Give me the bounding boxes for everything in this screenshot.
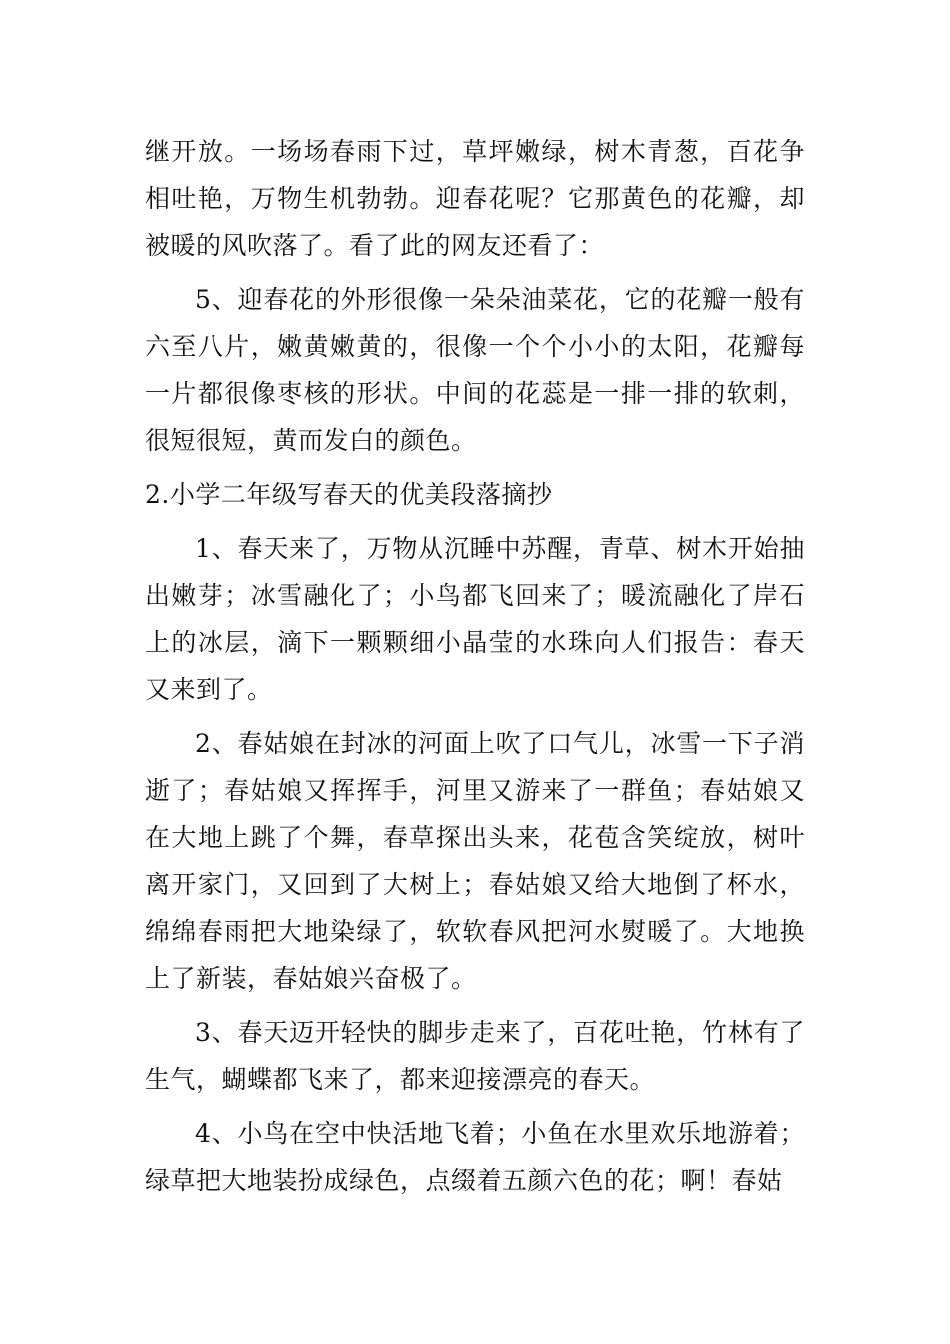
document-body — [145, 128, 805, 1211]
paragraph-item-3: 3、春天迈开轻快的脚步走来了，百花吐艳，竹林有了生气，蝴蝶都飞来了，都来迎接漂亮的春天。 — [145, 1018, 805, 1094]
section-heading: 2.小学二年级写春天的优美段落摘抄 — [145, 480, 553, 509]
paragraph-item-5: 5、迎春花的外形很像一朵朵油菜花，它的花瓣一般有六至八片，嫩黄嫩黄的，很像一个个小小的太阳，花瓣每一片都很像枣核的形状。中间的花蕊是一排一排的软刺，很短很短，黄而发白的颜色。 — [145, 285, 805, 455]
paragraph-continuation: 继开放。一场场春雨下过，草坪嫩绿，树木青葱，百花争相吐艳，万物生机勃勃。迎春花呢？它那黄色的花瓣，却被暖的风吹落了。看了此的网友还看了： — [145, 137, 805, 260]
paragraph-item-4: 4、小鸟在空中快活地飞着；小鱼在水里欢乐地游着；绿草把大地装扮成绿色，点缀着五颜六色的花；啊！春姑 — [145, 1119, 805, 1195]
paragraph-item-1: 1、春天来了，万物从沉睡中苏醒，青草、树木开始抽出嫩芽；冰雪融化了；小鸟都飞回来了；暖流融化了岸石上的冰层，滴下一颗颗细小晶莹的水珠向人们报告：春天又来到了。 — [145, 534, 805, 704]
paragraph-item-2: 2、春姑娘在封冰的河面上吹了口气儿，冰雪一下子消逝了；春姑娘又挥挥手，河里又游来了一群鱼；春姑娘又在大地上跳了个舞，春草探出头来，花苞含笑绽放，树叶离开家门，又回到了大树上；春姑娘又给大地倒了杯水，绵绵春雨把大地染绿了，软软春风把河水熨暖了。大地换上了新装，春姑娘兴奋极了。 — [145, 729, 805, 993]
